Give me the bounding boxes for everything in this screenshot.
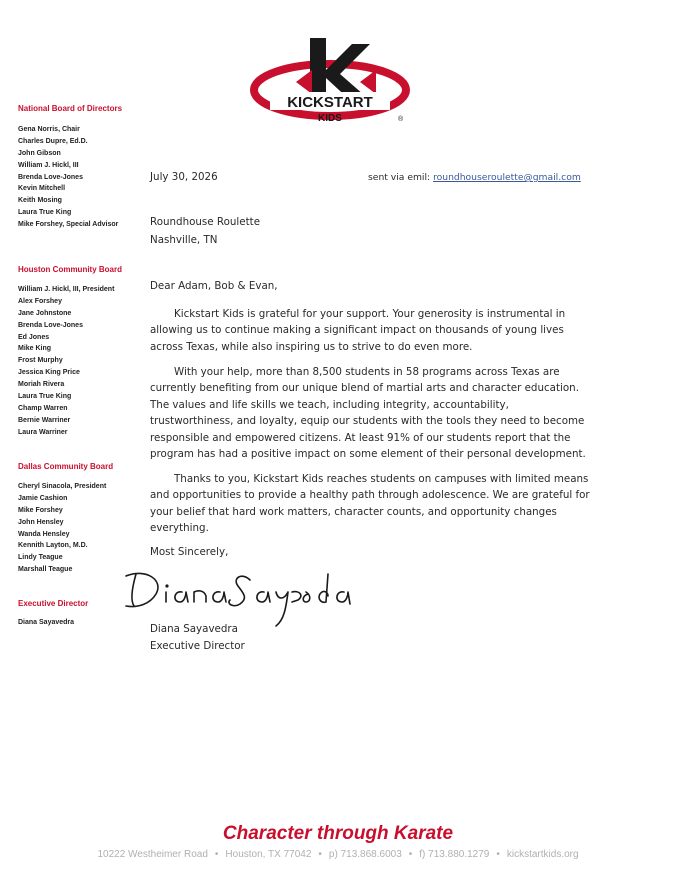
board-member: Jamie Cashion [18, 494, 68, 502]
recipient-address [150, 213, 260, 249]
board-member: Jessica King Price [18, 369, 80, 377]
board-member: Kevin Mitchell [18, 185, 66, 193]
board-member: Moriah Rivera [18, 381, 65, 389]
houston-board-list [18, 284, 138, 439]
board-member: Brenda Love-Jones [18, 321, 83, 329]
footer-phone: p) 713.868.6003 [328, 849, 402, 860]
letter-date: July 30, 2026 [150, 171, 218, 183]
dallas-board-list [18, 481, 138, 576]
board-member: Mike Forshey [18, 506, 63, 514]
board-member: Mike Forshey, Special Advisor [18, 221, 119, 229]
board-member: Lindy Teague [18, 554, 63, 562]
recipient-city: Nashville, TN [150, 234, 218, 246]
executive-director-list [18, 617, 138, 629]
board-member: Cheryl Sinacola, President [18, 483, 107, 490]
board-member: William J. Hickl, III, President [18, 286, 115, 293]
signer-title: Executive Director [150, 640, 245, 652]
footer-tagline: Character through Karate [222, 823, 454, 844]
letter-paragraph: Kickstart Kids is grateful for your support. Your generosity is instrumental in allowing us to continue making a significant impact on thousands of young lives across Texas, while also inspiring us to strive to do even more. [150, 308, 566, 353]
board-member: Diana Sayavedra [18, 619, 75, 626]
board-member: Champ Warren [18, 404, 68, 412]
board-member: Keith Mosing [18, 197, 62, 205]
board-member: Laura True King [18, 209, 72, 217]
national-board-heading: National Board of Directors [18, 104, 123, 113]
dallas-board-heading: Dallas Community Board [18, 462, 114, 471]
footer-fax: f) 713.880.1279 [419, 849, 490, 860]
logo-subword: KIDS [318, 113, 342, 124]
separator-dot: • [214, 849, 219, 860]
closing: Most Sincerely, [150, 546, 229, 558]
board-member: Gena Norris, Chair [18, 126, 80, 133]
logo-wordmark: KICKSTART [287, 94, 373, 111]
letter-paragraph: With your help, more than 8,500 students in 58 programs across Texas are currently benefiting from our unique blend of martial arts and character education. The values and life skills we teach, including integrity, accountability, trustworthiness, and loyalty, equip our students with the tools they need to become responsible and empowered citizens. At least 91% of our students report that the program has had a positive impact on some element of their personal development. [150, 366, 586, 461]
board-member: Laura Warriner [18, 428, 68, 436]
board-member: John Gibson [18, 149, 61, 157]
houston-board-heading: Houston Community Board [18, 265, 122, 274]
board-member: Ed Jones [18, 333, 50, 341]
board-member: Alex Forshey [18, 297, 62, 305]
separator-dot: • [318, 849, 322, 860]
recipient-name: Roundhouse Roulette [150, 216, 261, 228]
recipient-email-link[interactable]: roundhouseroulette@gmail.com [433, 172, 581, 183]
board-member: Brenda Love-Jones [18, 173, 83, 181]
registered-mark: ® [398, 116, 404, 123]
kickstart-kids-logo [248, 30, 418, 130]
board-member: Marshall Teague [18, 566, 73, 574]
national-board-list [18, 124, 138, 231]
sent-label: sent via emil: [368, 172, 431, 183]
sent-via-email [368, 172, 581, 183]
board-member: Mike King [18, 345, 52, 353]
board-member: Kennith Layton, M.D. [18, 542, 88, 550]
footer-website-link[interactable]: kickstartkids.org [506, 849, 579, 860]
board-member: Charles Dupre, Ed.D. [18, 137, 88, 145]
salutation: Dear Adam, Bob & Evan, [150, 280, 278, 292]
footer-city: Houston, TX 77042 [225, 849, 312, 860]
board-member: Wanda Hensley [18, 530, 70, 538]
letter-paragraph: Thanks to you, Kickstart Kids reaches students on campuses with limited means and opportunities to provide a healthy path through adolescence. We are grateful for your belief that hard work matters, character counts, and opportunity changes everything. [150, 473, 590, 535]
board-member: Bernie Warriner [18, 416, 71, 424]
separator-dot: • [408, 849, 413, 860]
executive-director-heading: Executive Director [18, 599, 89, 608]
signer-block [150, 621, 245, 655]
separator-dot: • [496, 849, 500, 860]
board-member: Laura True King [18, 393, 72, 401]
footer-address: 10222 Westheimer Road [97, 849, 208, 860]
signer-name: Diana Sayavedra [150, 623, 238, 635]
footer-contact [0, 849, 676, 860]
board-member: John Hensley [18, 518, 64, 526]
board-member: William J. Hickl, III [18, 161, 79, 169]
board-member: Frost Murphy [18, 357, 63, 365]
board-member: Jane Johnstone [18, 309, 72, 317]
